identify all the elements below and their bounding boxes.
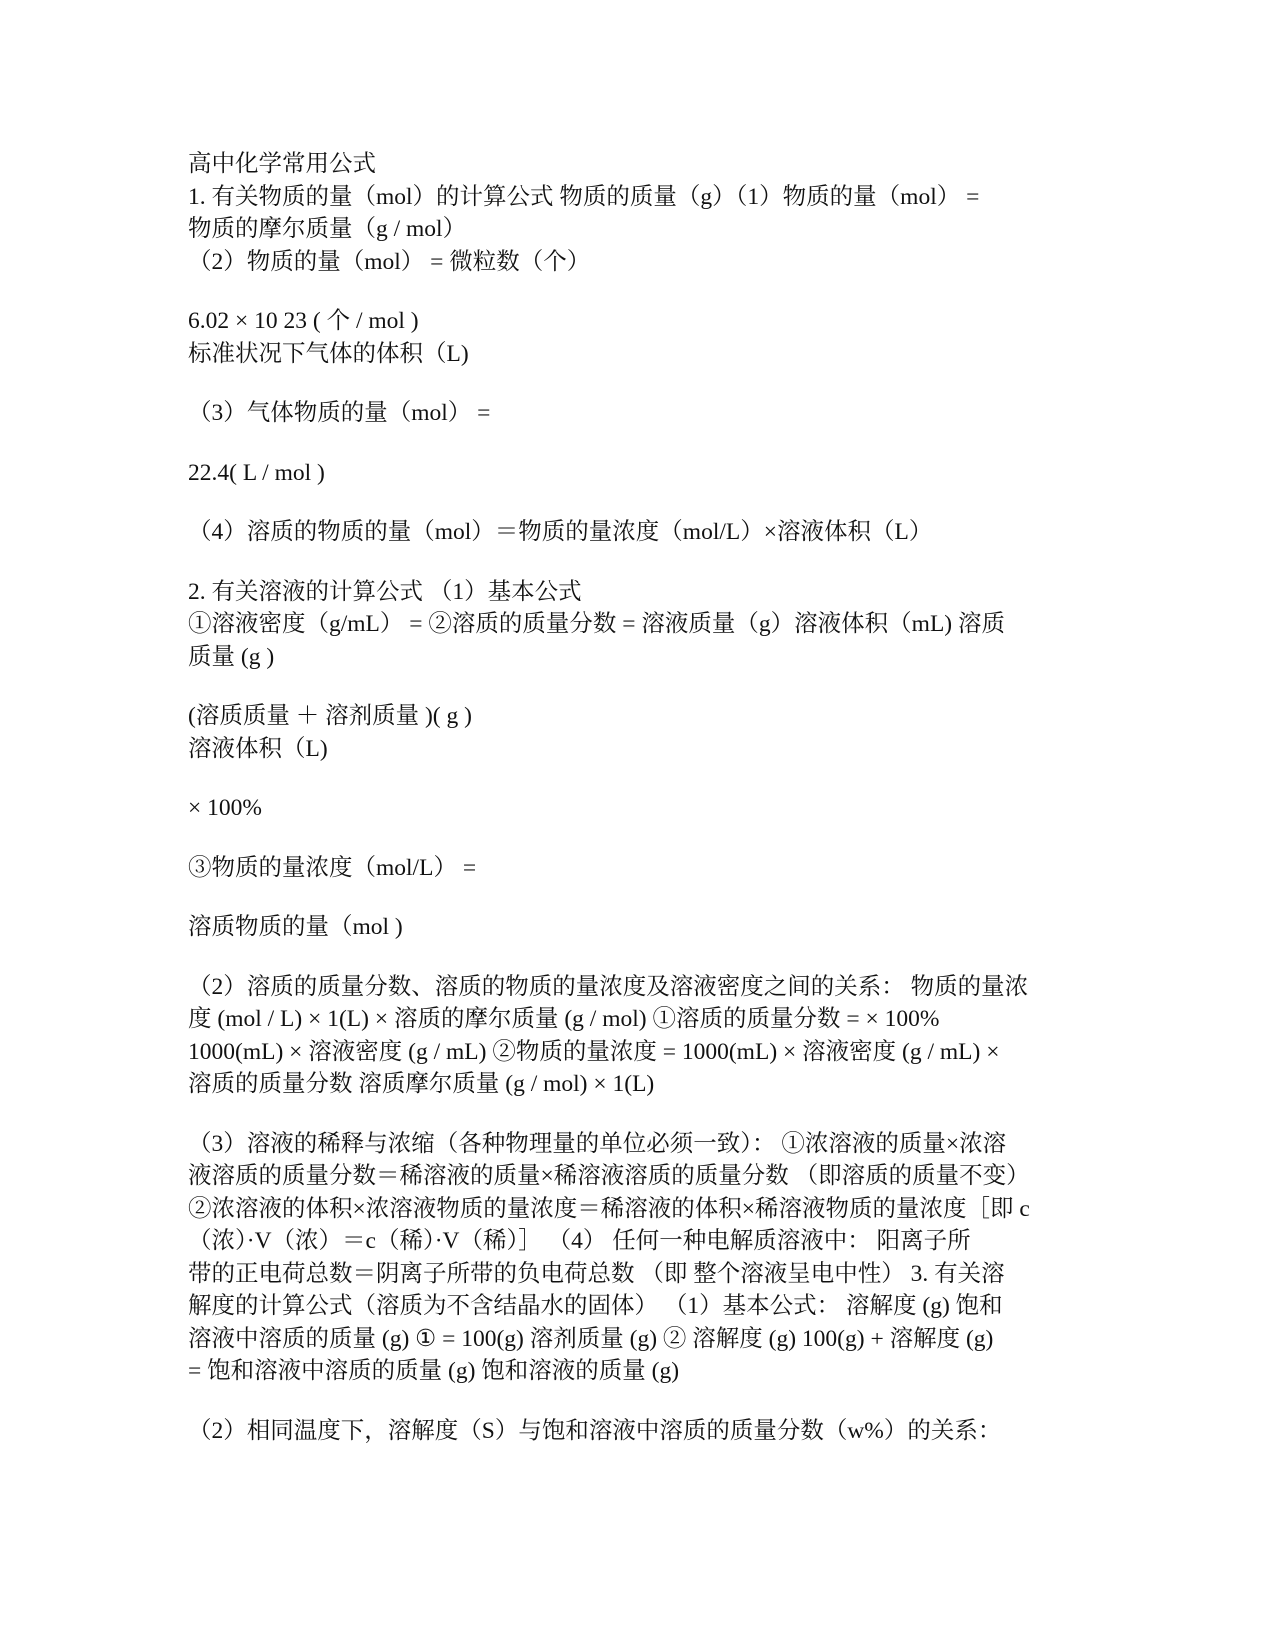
blank-line: [188, 1388, 1108, 1415]
text-line: 物质的摩尔质量（g / mol）: [188, 216, 467, 242]
document-body: [188, 148, 1108, 1447]
text-line: （2）相同温度下，溶解度（S）与饱和溶液中溶质的质量分数（w%）的关系：: [188, 1417, 1002, 1444]
text-line: （2）溶质的质量分数、溶质的物质的量浓度及溶液密度之间的关系： 物质的量浓: [188, 973, 1029, 1000]
text-line: 解度的计算公式（溶质为不含结晶水的固体） （1）基本公式： 溶解度 (g) 饱和: [188, 1293, 1003, 1319]
text-line: (溶质质量 ＋ 溶剂质量 )( g ): [188, 703, 472, 729]
text-line: 1000(mL) × 溶液密度 (g / mL) ②物质的量浓度 = 1000(mL) × 溶液密度 (g / mL) ×: [188, 1038, 1000, 1065]
text-line: 溶质的质量分数 溶质摩尔质量 (g / mol) × 1(L): [188, 1071, 655, 1097]
text-line: 溶质物质的量（mol ): [188, 914, 403, 940]
text-line: （浓）·V（浓）＝c（稀）·V（稀）］ （4） 任何一种电解质溶液中： 阳离子所: [188, 1228, 971, 1254]
text-line: 度 (mol / L) × 1(L) × 溶质的摩尔质量 (g / mol) ①溶质的质量分数 = × 100%: [188, 1006, 940, 1032]
text-line: （3）气体物质的量（mol） =: [188, 400, 491, 426]
text-line: 标准状况下气体的体积（L): [188, 340, 469, 367]
text-line: 22.4( L / mol ): [188, 459, 325, 486]
text-line: 质量 (g ): [188, 643, 275, 670]
blank-line: [188, 944, 1108, 971]
text-line: 带的正电荷总数＝阴离子所带的负电荷总数 （即 整个溶液呈电中性） 3. 有关溶: [188, 1260, 1005, 1287]
blank-line: [188, 1101, 1108, 1128]
text-line: （3）溶液的稀释与浓缩（各种物理量的单位必须一致）： ①浓溶液的质量×浓溶: [188, 1130, 1007, 1157]
blank-line: [188, 673, 1108, 700]
text-line: 溶液体积（L): [188, 735, 328, 762]
blank-line: [188, 430, 1108, 457]
text-line: （4）溶质的物质的量（mol）＝物质的量浓度（mol/L）×溶液体积（L）: [188, 519, 933, 545]
blank-line: [188, 549, 1108, 576]
text-line: ②浓溶液的体积×浓溶液物质的量浓度＝稀溶液的体积×稀溶液物质的量浓度［即 c: [188, 1195, 1030, 1222]
blank-line: [188, 489, 1108, 516]
text-line: = 饱和溶液中溶质的质量 (g) 饱和溶液的质量 (g): [188, 1358, 680, 1384]
blank-line: [188, 370, 1108, 397]
text-line: 2. 有关溶液的计算公式 （1）基本公式: [188, 578, 582, 605]
text-line: （2）物质的量（mol） = 微粒数（个）: [188, 248, 591, 275]
blank-line: [188, 278, 1108, 305]
blank-line: [188, 765, 1108, 792]
document-title: 高中化学常用公式: [188, 151, 376, 177]
text-line: ①溶液密度（g/mL） = ②溶质的质量分数 = 溶液质量（g）溶液体积（mL) 溶质: [188, 611, 1006, 637]
blank-line: [188, 884, 1108, 911]
text-line: 溶液中溶质的质量 (g) ① = 100(g) 溶剂质量 (g) ② 溶解度 (g) 100(g) + 溶解度 (g): [188, 1325, 994, 1352]
text-line: 6.02 × 10 23 ( 个 / mol ): [188, 308, 419, 334]
text-line: 液溶质的质量分数＝稀溶液的质量×稀溶液溶质的质量分数 （即溶质的质量不变）: [188, 1163, 1030, 1189]
text-line: × 100%: [188, 795, 262, 821]
text-line: ③物质的量浓度（mol/L） =: [188, 854, 477, 881]
blank-line: [188, 825, 1108, 852]
text-line: 1. 有关物质的量（mol）的计算公式 物质的质量（g）（1）物质的量（mol） =: [188, 183, 980, 210]
